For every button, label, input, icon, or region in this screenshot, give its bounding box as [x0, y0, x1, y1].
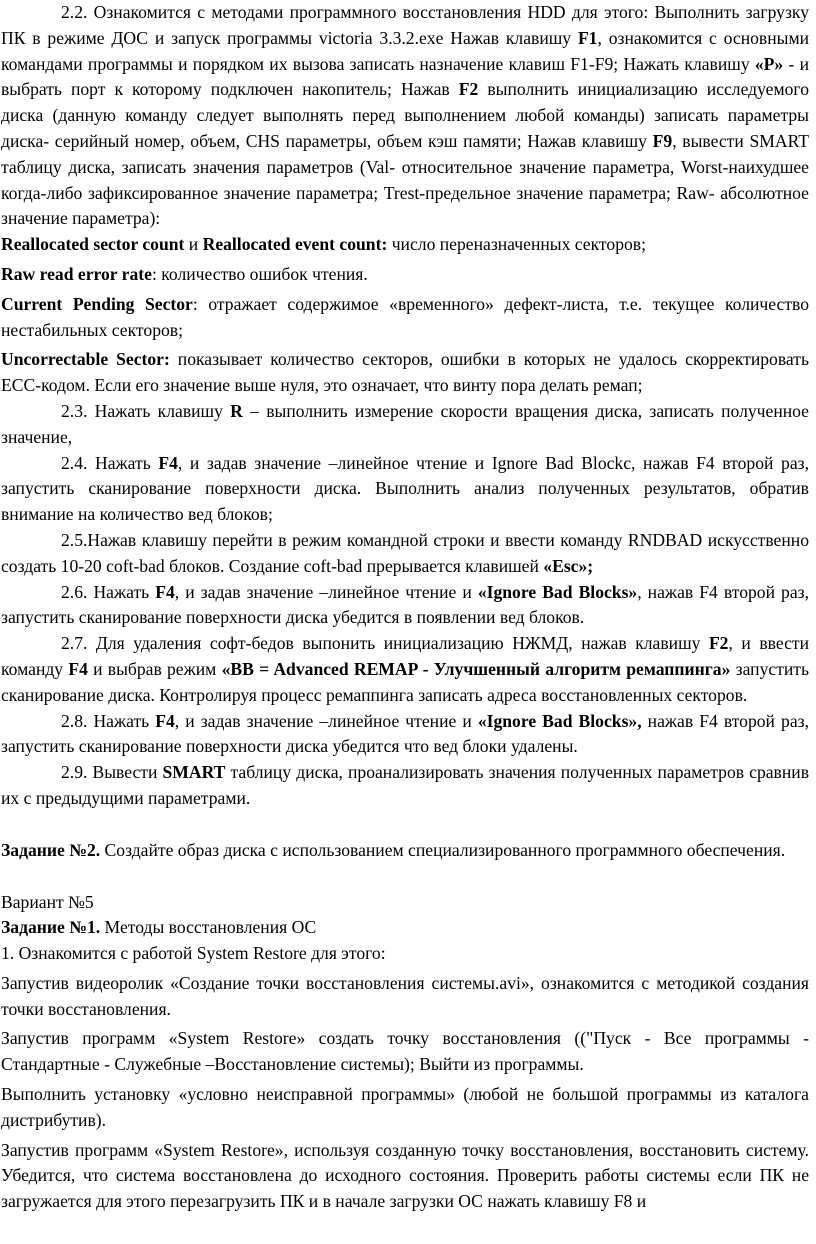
paragraph-restore-point: Запустив программ «System Restore» создать точку восстановления (("Пуск - Все программы - Стандартные - Служебные –Восстановление системы); Выйти из программы. — [1, 1028, 809, 1075]
text: 2.4. Нажать — [61, 452, 159, 473]
term: «Ignore Bad Blocks» — [477, 581, 638, 602]
key-f9: F9 — [652, 130, 673, 151]
paragraph-reallocated — [1, 232, 809, 258]
text: , и ввести команду — [1, 633, 809, 679]
text: таблицу диска, проанализировать значения полученных параметров сравнив их с предыдущими параметрами. — [1, 762, 809, 808]
paragraph-task-2 — [1, 838, 809, 864]
paragraph-step-2-5 — [1, 528, 809, 580]
key-f2: F2 — [708, 633, 729, 654]
paragraph-current-pending — [1, 292, 809, 344]
text: запустить сканирование диска. Контролируя процесс ремаппинга записать адреса восстановленных секторов. — [1, 658, 810, 705]
text: , и задав значение –линейное чтение и — [174, 710, 478, 731]
term: Current Pending Sector — [1, 293, 193, 314]
term: «BB = Advanced REMAP - Улучшенный алгоритм ремаппинга» — [221, 658, 731, 679]
paragraph-step-2-6 — [1, 580, 809, 632]
paragraph-step-2-9 — [1, 760, 809, 812]
key-f4: F4 — [68, 658, 88, 679]
text: : количество ошибок чтения. — [151, 263, 368, 284]
text: 2.7. Для удаления софт-бедов выпонить инициализацию НЖМД, нажав клавишу — [61, 633, 709, 654]
task-heading: Задание №2. — [1, 839, 101, 860]
term: Raw read error rate — [1, 263, 152, 284]
paragraph-restore: Запустив программ «System Restore», используя созданную точку восстановления, восстановить систему. Убедится, что система восстановлена до исходного состояния. Проверить работы системы если ПК не загружается для этого перезагрузить ПК и в начале загрузки ОС нажать клавишу F8 и — [1, 1139, 809, 1212]
text: число переназначенных секторов; — [387, 234, 646, 255]
text: выполнить инициализацию исследуемого диска (данную команду следует выполнять перед выполнением любой команды) записать параметры диска- серийный номер, объем, CHS параметры, объем кэш памяти; Нажав клавишу — [1, 79, 809, 151]
key-p: «P» — [754, 53, 784, 74]
paragraph-step-2-2 — [1, 0, 809, 232]
paragraph-raw-read — [1, 262, 809, 288]
text: 2.2. Ознакомится с методами программного восстановления HDD для этого: Выполнить загрузку ПК в режиме ДОС и запуск программы victoria 3.3.2.exe Нажав клавишу — [1, 2, 809, 48]
paragraph-install: Выполнить установку «условно неисправной программы» (любой не большой программы из каталога дистрибутив). — [1, 1084, 809, 1130]
key-f4: F4 — [155, 710, 175, 731]
spacer — [1, 864, 809, 890]
term: «Ignore Bad Blocks», — [477, 710, 642, 731]
text: , нажав F4 второй раз, запустить сканирование поверхности диска убедится в появлении вед блоков. — [1, 581, 810, 628]
text: 2.8. Нажать — [61, 710, 156, 731]
paragraph-step-2-7 — [1, 631, 809, 708]
text: показывает количество секторов, ошибки в которых не удалось скорректировать ECC-кодом. Если его значение выше нуля, это означает, что винту пора делать ремап; — [1, 349, 809, 396]
text: : отражает содержимое «временного» дефект-листа, т.е. текущее количество нестабильных секторов; — [1, 293, 809, 340]
text: , и задав значение –линейное чтение и Ignore Bad Blockc, нажав F4 второй раз, запустить сканирование поверхности диска. Выполнить анализ полученных результатов, обратив внимание на количество вед блоков; — [1, 452, 809, 525]
term: Uncorrectable Sector: — [1, 349, 170, 370]
task-heading: Задание №1. — [1, 917, 101, 938]
key-esc: «Esc»; — [543, 555, 594, 576]
key-f4: F4 — [155, 581, 175, 602]
paragraph-uncorrectable — [1, 347, 809, 399]
text: – выполнить измерение скорости вращения диска, записать полученное значение, — [1, 400, 809, 447]
paragraph-task-1 — [1, 915, 809, 941]
text: , вывести SMART таблицу диска, записать значения параметров (Val- относительное значение параметра, Worst-наихудшее когда-либо зафиксированное значение параметра; Trest-предельное значение параметра; Raw- абсолютное значение параметра): — [1, 130, 810, 229]
text: 2.3. Нажать клавишу — [61, 400, 231, 421]
key-f2: F2 — [458, 79, 479, 100]
paragraph-video: Запустив видеоролик «Создание точки восстановления системы.avi», ознакомится с методикой создания точки восстановления. — [1, 972, 809, 1019]
term: Reallocated sector count — [1, 234, 185, 255]
key-f1: F1 — [577, 27, 598, 48]
key-r: R — [230, 400, 243, 421]
text: Создайте образ диска с использованием специализированного программного обеспечения. — [100, 839, 786, 860]
variant-heading: Вариант №5 — [1, 891, 94, 912]
term: Reallocated event count: — [202, 234, 388, 255]
text: нажав F4 второй раз, запустить сканирование поверхности диска убедится что вед блоки удалены. — [1, 710, 809, 757]
paragraph-step-1: 1. Ознакомится с работой System Restore для этого: — [1, 943, 386, 964]
text: 2.9. Вывести — [61, 762, 163, 783]
paragraph-step-2-3 — [1, 399, 809, 451]
text: - и выбрать порт к которому подключен накопитель; Нажав — [1, 53, 809, 100]
text: , ознакомится с основными командами программы и порядком их вызова записать назначение клавиш F1-F9; Нажать клавишу — [1, 27, 810, 74]
text: Методы восстановления ОС — [100, 917, 317, 938]
text: , и задав значение –линейное чтение и — [174, 581, 478, 602]
paragraph-step-2-8 — [1, 709, 809, 761]
text: 2.6. Нажать — [61, 581, 156, 602]
text: и выбрав режим — [87, 658, 222, 679]
key-f4: F4 — [158, 452, 178, 473]
paragraph-step-2-4 — [1, 451, 809, 528]
spacer — [1, 812, 809, 838]
text: 2.5.Нажав клавишу перейти в режим командной строки и ввести команду RNDBAD искусственно создать 10-20 coft-bad блоков. Создание coft-bad прерывается клавишей — [1, 529, 809, 576]
term: SMART — [162, 762, 226, 783]
text: и — [184, 234, 203, 255]
